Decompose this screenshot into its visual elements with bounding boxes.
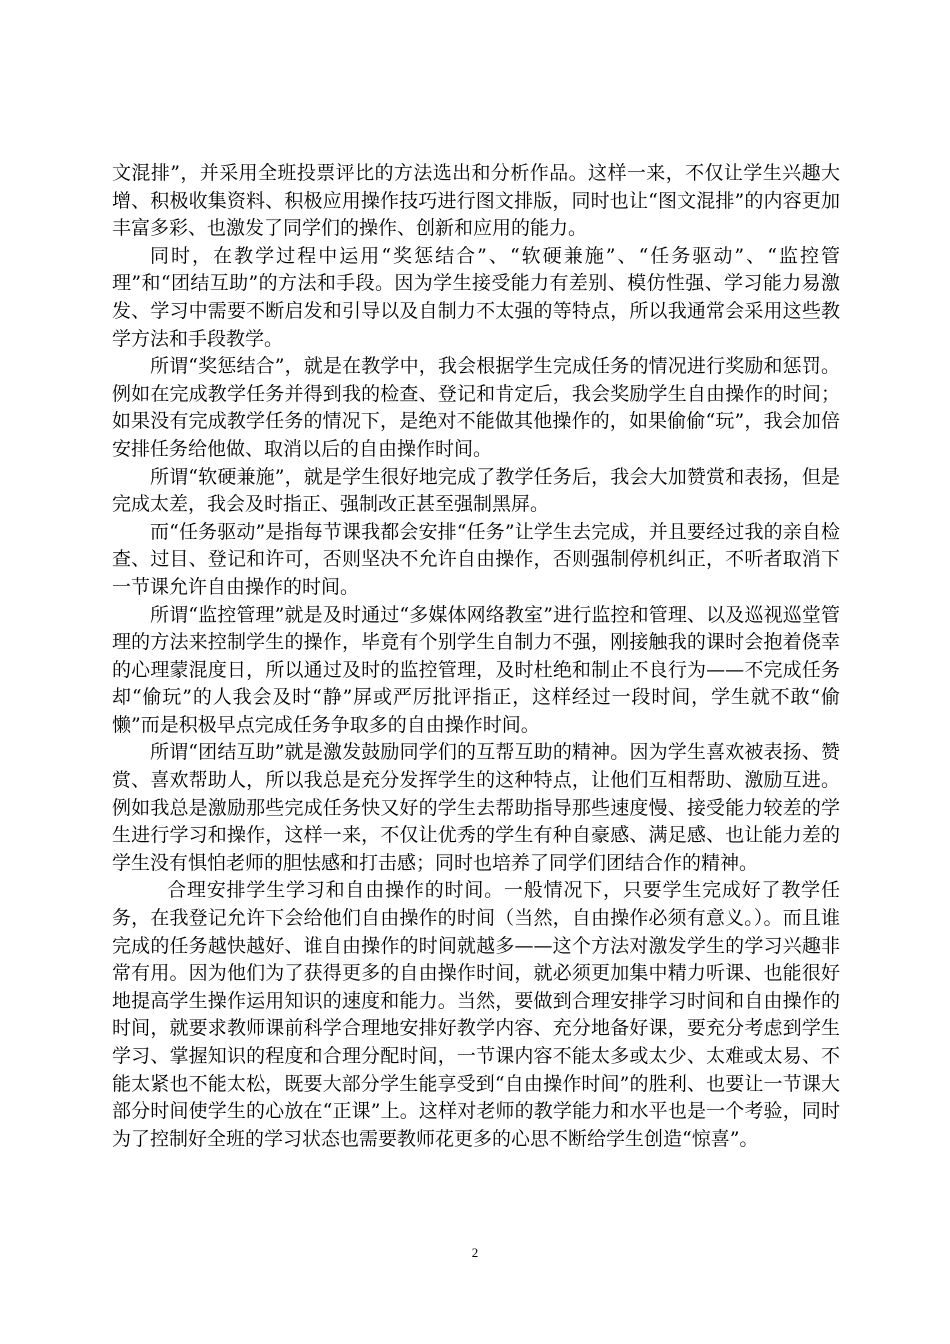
page-number: 2 <box>471 1245 479 1260</box>
document-page <box>112 160 840 1153</box>
paragraph-soft-hard: 所谓“软硬兼施”，就是学生很好地完成了教学任务后，我会大加赞赏和表扬，但是完成太差，我会及时指正、强制改正甚至强制黑屏。 <box>112 465 840 516</box>
paragraph-time-arrangement: 合理安排学生学习和自由操作的时间。一般情况下，只要学生完成好了教学任务，在我登记允许下会给他们自由操作的时间（当然，自由操作必须有意义。）。而且谁完成的任务越快越好、谁自由操作的时间就越多——这个方法对激发学生的学习兴趣非常有用。因为他们为了获得更多的自由操作时间，就必须更加集中精力听课、也能很好地提高学生操作运用知识的速度和能力。当然，要做到合理安排学习时间和自由操作的时间，就要求教师课前科学合理地安排好教学内容、充分地备好课，要充分考虑到学生学习、掌握知识的程度和合理分配时间，一节课内容不能太多或太少、太难或太易、不能太紧也不能太松，既要大部分学生能享受到“自由操作时间”的胜利、也要让一节课大部分时间使学生的心放在“正课”上。这样对老师的教学能力和水平也是一个考验，同时为了控制好全班的学习状态也需要教师花更多的心思不断给学生创造“惊喜”。 <box>112 879 840 1150</box>
paragraph-reward-punishment: 所谓“奖惩结合”，就是在教学中，我会根据学生完成任务的情况进行奖励和惩罚。例如在完成教学任务并得到我的检查、登记和肯定后，我会奖励学生自由操作的时间；如果没有完成教学任务的情况下，是绝对不能做其他操作的，如果偷偷“玩”，我会加倍安排任务给他做、取消以后的自由操作时间。 <box>112 355 840 460</box>
paragraph-continuation: 文混排”，并采用全班投票评比的方法选出和分析作品。这样一来，不仅让学生兴趣大增、积极收集资料、积极应用操作技巧进行图文排版，同时也让“图文混排”的内容更加丰富多彩、也激发了同学们的操作、创新和应用的能力。 <box>112 162 840 240</box>
paragraph-monitoring: 所谓“监控管理”就是及时通过“多媒体网络教室”进行监控和管理、以及巡视巡堂管理的方法来控制学生的操作，毕竟有个别学生自制力不强，刚接触我的课时会抱着侥幸的心理蒙混度日，所以通过及时的监控管理，及时杜绝和制止不良行为——不完成任务却“偷玩”的人我会及时“静”屏或严厉批评指正，这样经过一段时间，学生就不敢“偷懒”而是积极早点完成任务争取多的自由操作时间。 <box>112 603 840 736</box>
paragraph-teaching-methods: 同时，在教学过程中运用“奖惩结合”、“软硬兼施”、“任务驱动”、“监控管理”和“团结互助”的方法和手段。因为学生接受能力有差别、模仿性强、学习能力易激发、学习中需要不断启发和引导以及自制力不太强的等特点，所以我通常会采用这些教学方法和手段教学。 <box>112 244 840 350</box>
paragraph-task-driven: 而“任务驱动”是指每节课我都会安排“任务”让学生去完成，并且要经过我的亲自检查、过目、登记和许可，否则坚决不允许自由操作，否则强制停机纠正，不听者取消下一节课允许自由操作的时间。 <box>112 520 840 598</box>
paragraph-mutual-help: 所谓“团结互助”就是激发鼓励同学们的互帮互助的精神。因为学生喜欢被表扬、赞赏、喜欢帮助人，所以我总是充分发挥学生的这种特点，让他们互相帮助、激励互进。例如我总是激励那些完成任务快又好的学生去帮助指导那些速度慢、接受能力较差的学生进行学习和操作，这样一来，不仅让优秀的学生有种自豪感、满足感、也让能力差的学生没有惧怕老师的胆怯感和打击感；同时也培养了同学们团结合作的精神。 <box>112 741 840 874</box>
